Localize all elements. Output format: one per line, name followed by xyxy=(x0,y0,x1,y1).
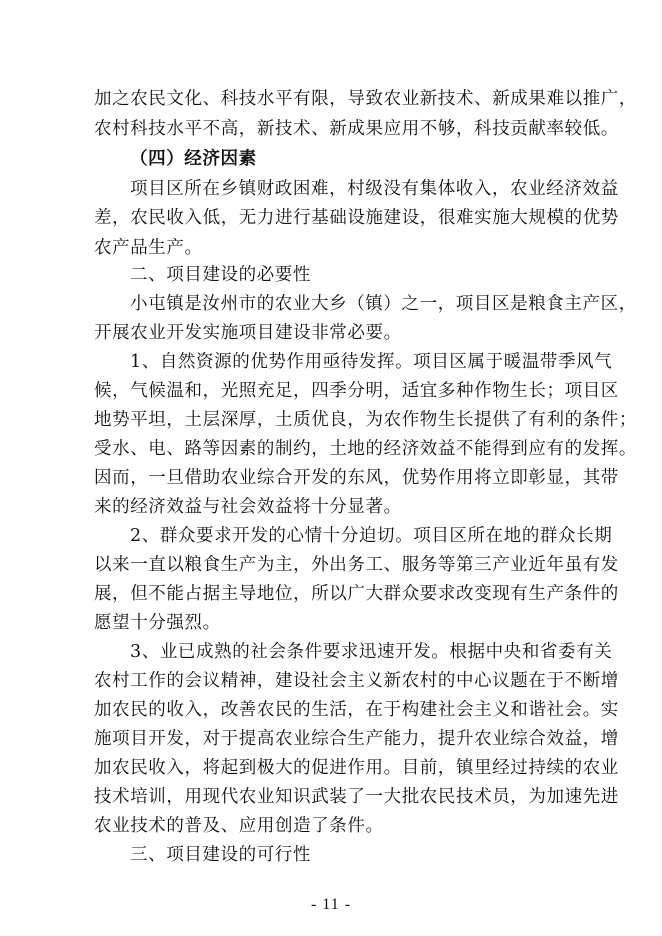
text-line: 以来一直以粮食生产为主，外出务工、服务等第三产业近年虽有发 xyxy=(94,555,619,575)
text-line: 加农民收入，将起到极大的促进作用。目前，镇里经过持续的农业 xyxy=(94,758,619,778)
text-line: 因而，一旦借助农业综合开发的东风，优势作用将立即彰显，其带 xyxy=(94,468,619,488)
text-line: 3、业已成熟的社会条件要求迅速开发。根据中央和省委有关 xyxy=(130,642,613,662)
text-line: 加农民的收入，改善农民的生活，在于构建社会主义和谐社会。实 xyxy=(94,700,619,720)
text-line: 农产品生产。 xyxy=(94,238,203,258)
text-line: 2、群众要求开发的心情十分迫切。项目区所在地的群众长期 xyxy=(130,526,613,546)
text-line: 展，但不能占据主导地位，所以广大群众要求改变现有生产条件的 xyxy=(94,584,619,604)
text-line: 加之农民文化、科技水平有限，导致农业新技术、新成果难以推广， xyxy=(94,89,637,109)
text-line: 农村科技水平不高，新技术、新成果应用不够，科技贡献率较低。 xyxy=(94,119,619,139)
text-line: 差，农民收入低，无力进行基础设施建设，很难实施大规模的优势 xyxy=(94,208,619,228)
section-heading: 二、项目建设的必要性 xyxy=(130,265,311,285)
text-line: 愿望十分强烈。 xyxy=(94,613,221,633)
text-line: 农业技术的普及、应用创造了条件。 xyxy=(94,816,384,836)
page-number: - 11 - xyxy=(310,896,352,913)
text-line: 农村工作的会议精神，建设社会主义新农村的中心议题在于不断增 xyxy=(94,671,619,691)
text-line: 施项目开发，对于提高农业综合生产能力，提升农业综合效益，增 xyxy=(94,729,619,749)
text-line: 小屯镇是汝州市的农业大乡（镇）之一，项目区是粮食主产区， xyxy=(130,294,637,314)
text-line: 受水、电、路等因素的制约，土地的经济效益不能得到应有的发挥。 xyxy=(94,439,637,459)
text-line: 技术培训，用现代农业知识武装了一大批农民技术员，为加速先进 xyxy=(94,787,619,807)
text-line: 地势平坦，土层深厚，土质优良，为农作物生长提供了有利的条件； xyxy=(94,410,637,430)
text-line: 项目区所在乡镇财政困难，村级没有集体收入，农业经济效益 xyxy=(130,179,619,199)
text-line: 开展农业开发实施项目建设非常必要。 xyxy=(94,323,402,343)
text-line: 候，气候温和，光照充足，四季分明，适宜多种作物生长；项目区 xyxy=(94,381,619,401)
text-line: 1、自然资源的优势作用亟待发挥。项目区属于暖温带季风气 xyxy=(130,352,613,372)
text-line: 来的经济效益与社会效益将十分显著。 xyxy=(94,497,402,517)
section-heading: 三、项目建设的可行性 xyxy=(130,845,311,865)
section-heading: （四）经济因素 xyxy=(130,149,257,169)
